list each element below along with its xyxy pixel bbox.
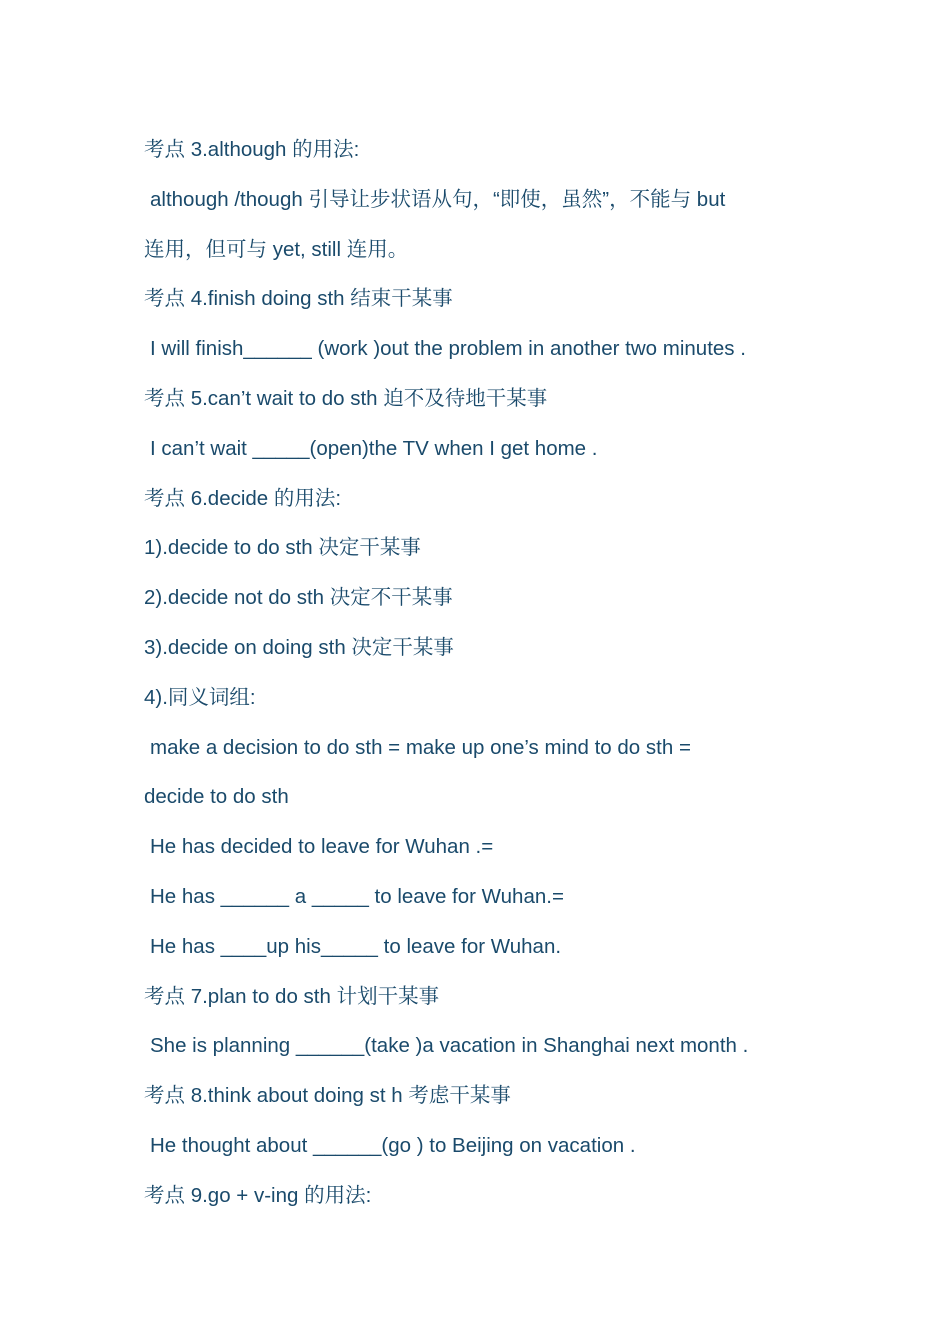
heading-point-7: 考点 7.plan to do sth 计划干某事 [144, 984, 440, 1008]
exercise-line: He thought about ______(go ) to Beijing on vacation . [150, 1133, 636, 1157]
exercise-line: He has ______ a _____ to leave for Wuhan.= [150, 884, 564, 908]
heading-point-6: 考点 6.decide 的用法: [144, 486, 342, 510]
heading-point-5: 考点 5.can’t wait to do sth 迫不及待地干某事 [144, 386, 548, 410]
exercise-line: She is planning ______(take )a vacation in Shanghai next month . [150, 1034, 749, 1058]
text-line: 连用，但可与 yet, still 连用。 [144, 237, 409, 261]
exercise-line: He has decided to leave for Wuhan .= [150, 835, 494, 859]
exercise-line: He has ____up his_____ to leave for Wuhan. [150, 934, 562, 958]
heading-point-3: 考点 3.although 的用法: [144, 138, 360, 161]
list-item: 1).decide to do sth 决定干某事 [144, 536, 421, 560]
text-line: decide to do sth [144, 785, 289, 809]
document-body [144, 125, 824, 1221]
list-item: 3).decide on doing sth 决定干某事 [144, 635, 454, 659]
text-line: make a decision to do sth = make up one’s mind to do sth = [150, 735, 691, 759]
list-item: 4).同义词组: [144, 685, 256, 709]
heading-point-9: 考点 9.go + v-ing 的用法: [144, 1183, 372, 1207]
list-item: 2).decide not do sth 决定不干某事 [144, 586, 453, 610]
heading-point-4: 考点 4.finish doing sth 结束干某事 [144, 287, 453, 311]
exercise-line: I can’t wait _____(open)the TV when I get home . [150, 436, 598, 460]
heading-point-8: 考点 8.think about doing st h 考虑干某事 [144, 1084, 511, 1108]
text-line: although /though 引导让步状语从句，“即使，虽然”，不能与 but [150, 187, 726, 211]
exercise-line: I will finish______ (work )out the problem in another two minutes . [150, 337, 746, 361]
